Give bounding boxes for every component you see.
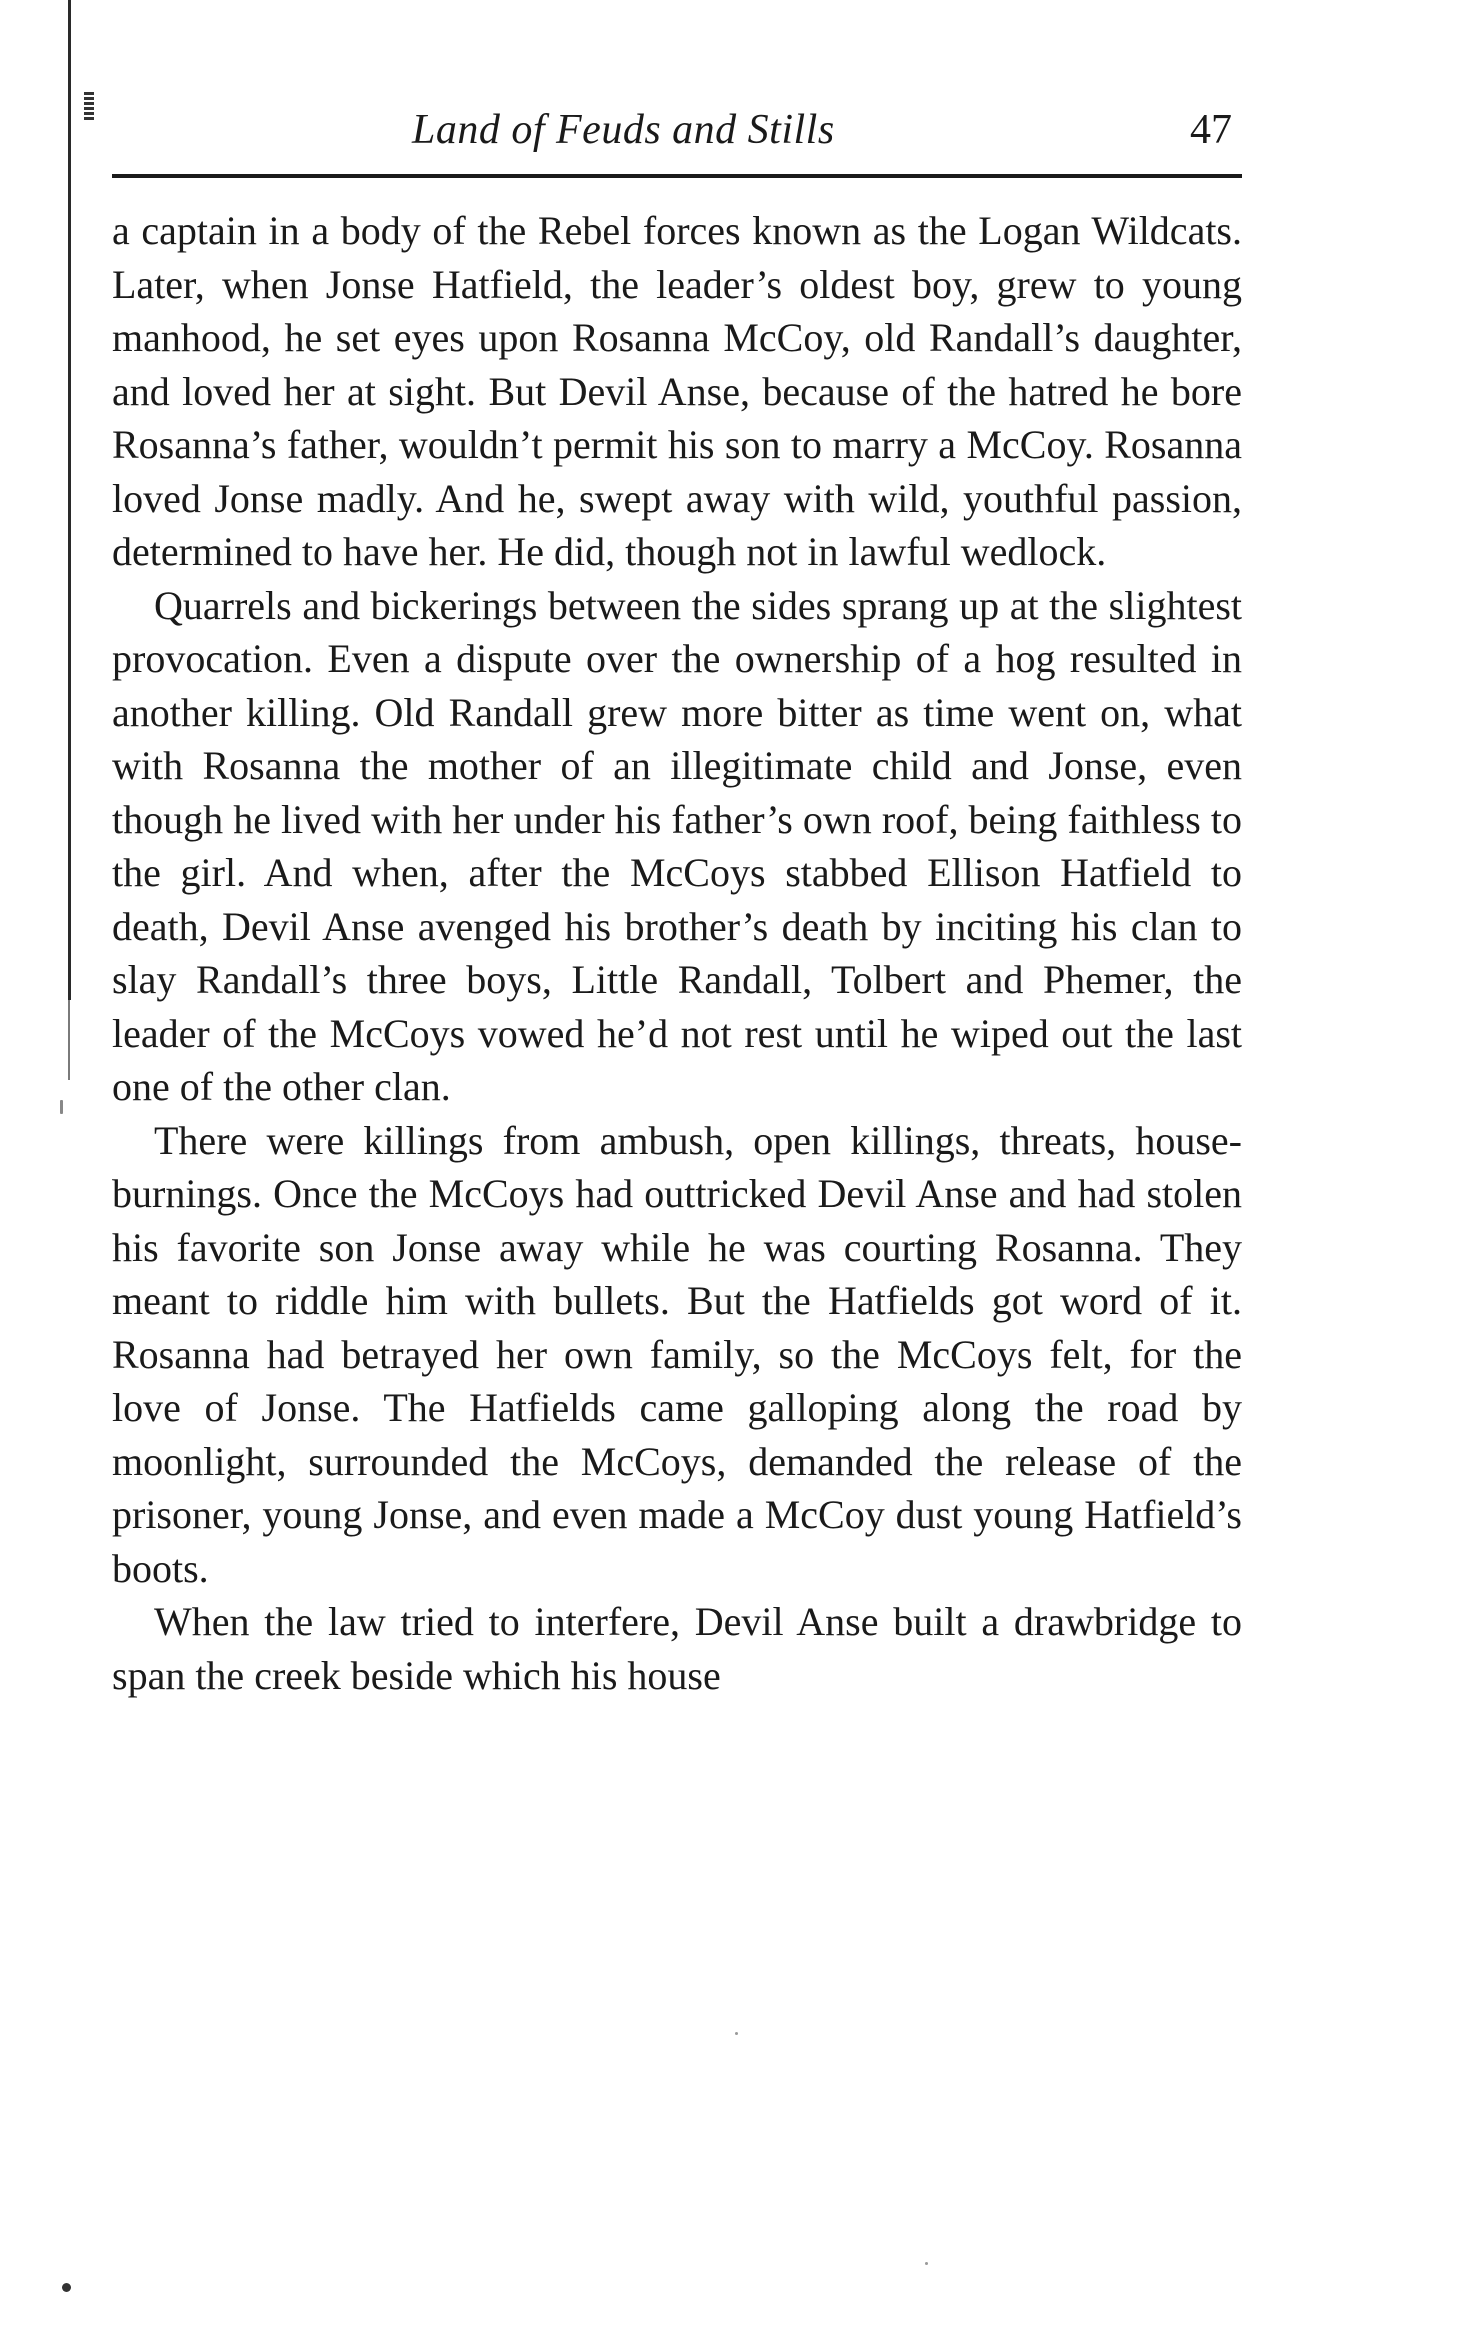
running-title: Land of Feuds and Stills <box>412 107 835 153</box>
page-speck <box>925 2262 928 2265</box>
page-number: 47 <box>1190 107 1232 153</box>
binding-edge-line-faint <box>68 1000 70 1080</box>
body-text <box>112 204 1242 1702</box>
gutter-smudge <box>84 92 94 122</box>
paragraph-1: a captain in a body of the Rebel forces known as the Logan Wildcats. Later, when Jonse Hatfield, the leader’s oldest boy, grew to young manhood, he set eyes upon Rosanna McCoy, old Randall’s daughter, and loved her at sight. But Devil Anse, because of the hatred he bore Rosanna’s father, wouldn’t permit his son to marry a McCoy. Rosanna loved Jonse madly. And he, swept away with wild, youthful passion, determined to have her. He did, though not in lawful wedlock. <box>112 208 1242 574</box>
page-speck <box>62 2283 71 2292</box>
header-rule <box>112 174 1242 178</box>
paragraph-3: There were killings from ambush, open killings, threats, house-burnings. Once the McCoys had outtricked Devil Anse and had stolen his favorite son Jonse away while he was courting Rosanna. They meant to riddle him with bullets. But the Hatfields got word of it. Rosanna had betrayed her own family, so the McCoys felt, for the love of Jonse. The Hatfields came galloping along the road by moonlight, surrounded the McCoys, demanded the release of the prisoner, young Jonse, and even made a McCoy dust young Hatfield’s boots. <box>112 1117 1242 1591</box>
paragraph-2: Quarrels and bickerings between the sides sprang up at the slightest provocation. Even a dispute over the ownership of a hog resulted in another killing. Old Randall grew more bitter as time went on, what with Rosanna the mother of an illegitimate child and Jonse, even though he lived with her under his father’s own roof, being faithless to the girl. And when, after the McCoys stabbed Ellison Hatfield to death, Devil Anse avenged his brother’s death by inciting his clan to slay Randall’s three boys, Little Randall, Tolbert and Phemer, the leader of the McCoys vowed he’d not rest until he wiped out the last one of the other clan. <box>112 582 1242 1109</box>
page-speck <box>60 1100 63 1114</box>
binding-edge-line <box>68 0 71 1000</box>
page-header <box>112 100 1232 176</box>
paragraph-4: When the law tried to interfere, Devil Anse built a drawbridge to span the creek beside which his house <box>112 1599 1242 1698</box>
page-speck <box>735 2032 738 2035</box>
